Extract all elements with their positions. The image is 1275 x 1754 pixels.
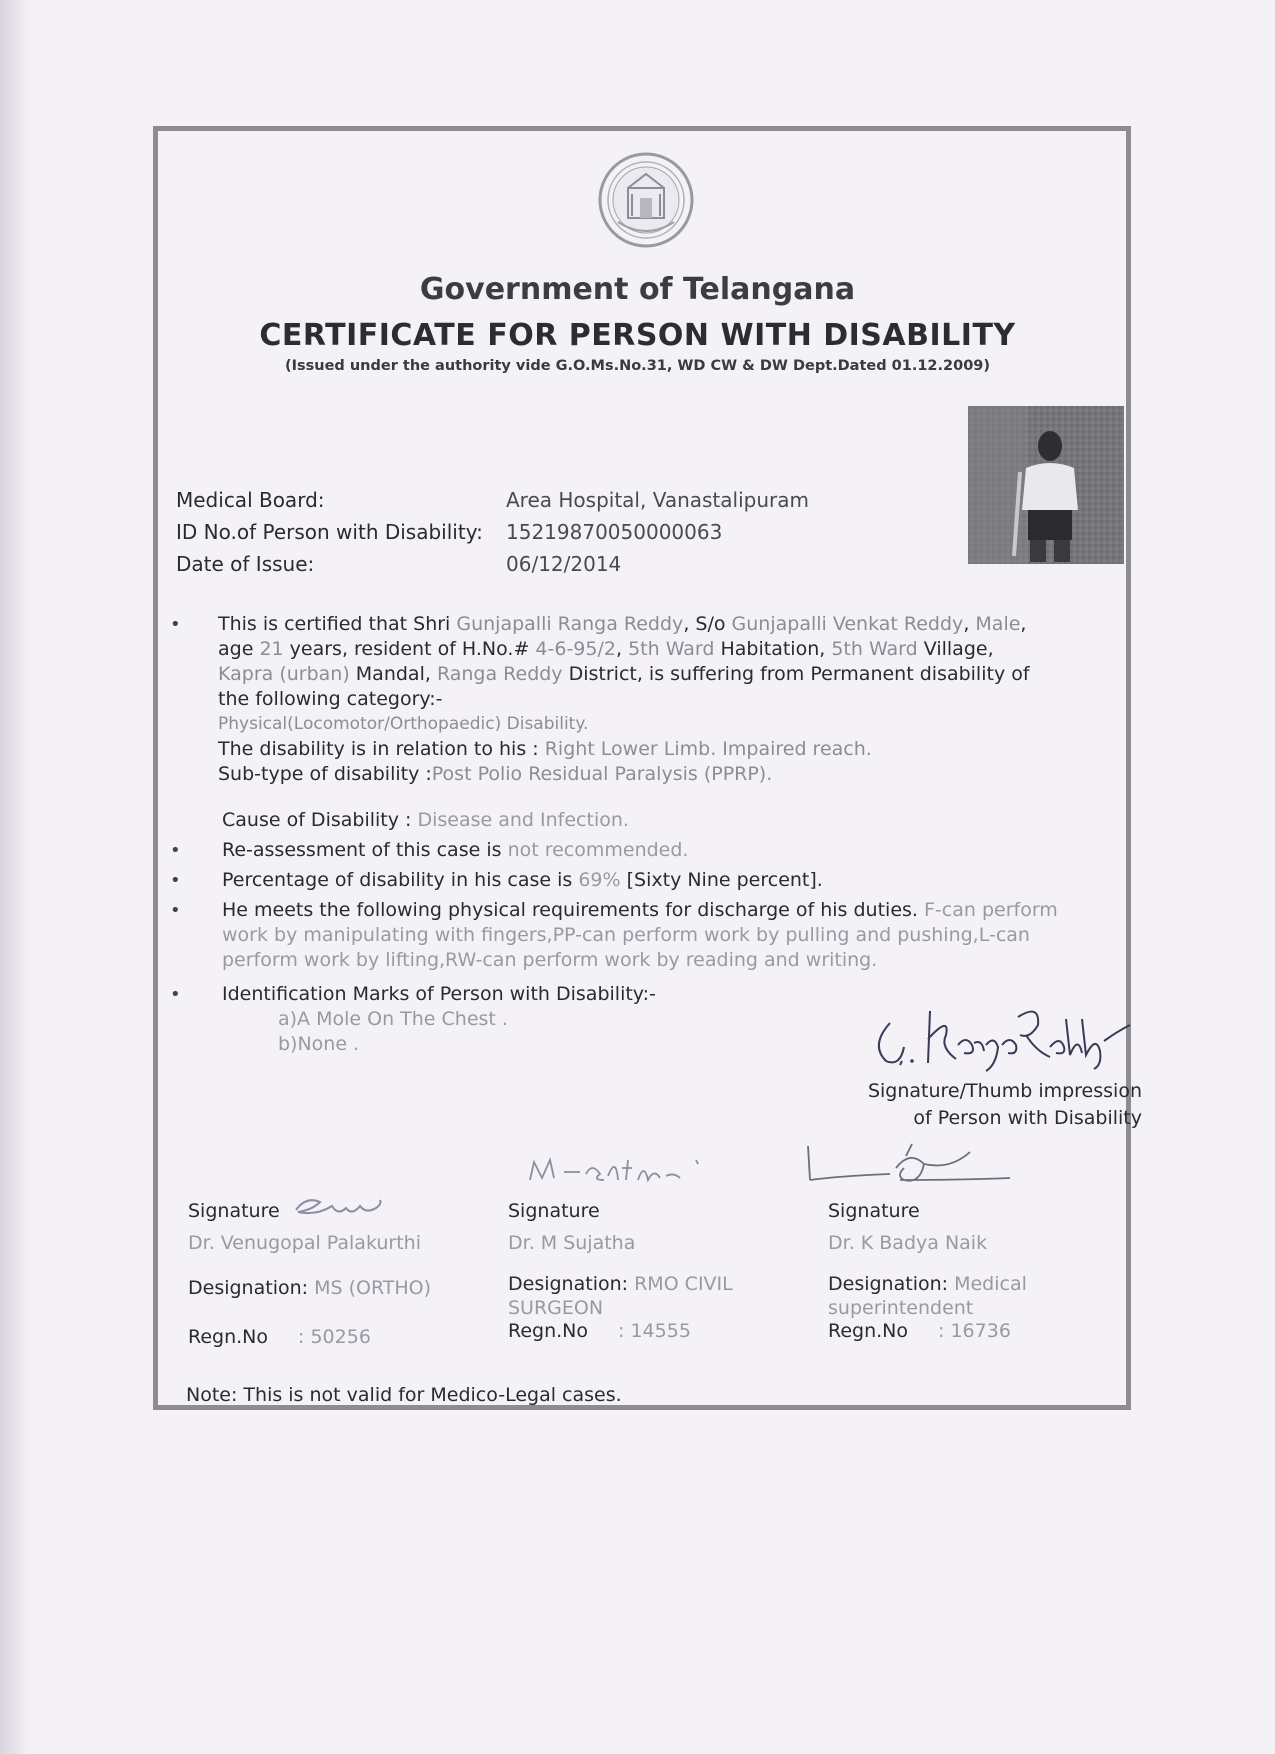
mandal: Kapra (urban) — [218, 663, 350, 685]
bullet-icon: • — [170, 614, 181, 635]
cert-text: , — [1020, 613, 1027, 635]
reassess-value: not recommended. — [507, 839, 689, 861]
cert-text: age — [218, 638, 260, 660]
medical-board-label: Medical Board: — [176, 488, 325, 512]
authority-subtitle: (Issued under the authority vide G.O.Ms.No.31, WD CW & DW Dept.Dated 01.12.2009) — [284, 358, 991, 374]
percent-words: [Sixty Nine percent]. — [620, 869, 823, 891]
relation-value: Right Lower Limb. Impaired reach. — [544, 738, 872, 760]
cert-text: Mandal, — [349, 663, 437, 685]
percent-value: 69% — [578, 869, 621, 891]
habitation: 5th Ward — [628, 638, 715, 660]
applicant-photo — [968, 406, 1124, 564]
doctor-3-signature — [800, 1140, 1030, 1194]
id-value: 15219870050000063 — [506, 520, 723, 544]
page-edge-shadow — [0, 0, 30, 1754]
legal-note: Note: This is not valid for Medico-Legal cases. — [186, 1384, 622, 1406]
regn-label: Regn.No — [188, 1326, 269, 1348]
designation-value: MS (ORTHO) — [314, 1277, 432, 1299]
cert-text: , — [963, 613, 976, 635]
reassessment-line — [222, 838, 1122, 863]
signature-label: Signature — [188, 1200, 280, 1222]
cert-line-3 — [218, 662, 1118, 687]
cause-label: Cause of Disability : — [222, 809, 418, 831]
cert-text: This is certified that Shri — [218, 613, 457, 635]
mark-b: b)None . — [278, 1033, 360, 1055]
doctor-name: Dr. K Badya Naik — [828, 1232, 988, 1254]
certification-paragraph — [218, 612, 1118, 787]
cert-line-1 — [218, 612, 1118, 637]
designation-value: Medical superintendent — [828, 1273, 1027, 1319]
registration — [828, 1320, 1011, 1342]
regn-label: Regn.No — [828, 1320, 909, 1342]
percent-label: Percentage of disability in his case is — [222, 869, 579, 891]
subtype-value: Post Polio Residual Paralysis (PPRP). — [431, 763, 773, 785]
doctor-name: Dr. M Sujatha — [508, 1232, 636, 1254]
reassess-label: Re-assessment of this case is — [222, 839, 508, 861]
designation — [188, 1276, 488, 1300]
disability-category: Physical(Locomotor/Orthopaedic) Disability. — [218, 714, 589, 734]
certificate-title: CERTIFICATE FOR PERSON WITH DISABILITY — [259, 318, 1016, 353]
caption-line-2: of Person with Disability — [913, 1107, 1142, 1129]
subtype-label: Sub-type of disability : — [218, 763, 432, 785]
cert-text: years, resident of H.No.# — [283, 638, 536, 660]
requirements-line-3: perform work by lifting,RW-can perform work by reading and writing. — [222, 949, 878, 971]
caption-line-1: Signature/Thumb impression — [867, 1080, 1142, 1102]
cert-text: Village, — [917, 638, 994, 660]
cert-line-2 — [218, 637, 1118, 662]
house-number: 4-6-95/2 — [535, 638, 616, 660]
marks-label: Identification Marks of Person with Disability:- — [222, 983, 656, 1005]
designation — [508, 1272, 808, 1320]
designation-label: Designation: — [508, 1273, 635, 1295]
government-title: Government of Telangana — [419, 272, 856, 307]
id-label: ID No.of Person with Disability: — [176, 520, 483, 544]
cause-value: Disease and Infection. — [417, 809, 629, 831]
medical-board-value: Area Hospital, Vanastalipuram — [506, 488, 809, 512]
cert-text: District, is suffering from Permanent disability of — [562, 663, 1030, 685]
village: 5th Ward — [831, 638, 918, 660]
bullet-icon: • — [170, 840, 181, 861]
bullet-icon: • — [170, 984, 181, 1005]
doctor-2-signature — [520, 1150, 720, 1194]
person-name: Gunjapalli Ranga Reddy — [456, 613, 684, 635]
designation-value: RMO CIVIL SURGEON — [508, 1273, 733, 1319]
designation-label: Designation: — [188, 1277, 315, 1299]
registration — [188, 1326, 371, 1348]
cause-line — [222, 808, 1122, 833]
doctor-1-signature — [286, 1186, 406, 1226]
requirements-line-2: work by manipulating with fingers,PP-can perform work by pulling and pushing,L-can — [222, 924, 1030, 946]
requirements-label: He meets the following physical requirements for discharge of his duties. — [222, 899, 924, 921]
cert-text: Habitation, — [714, 638, 832, 660]
requirements-line-1 — [222, 898, 1122, 923]
requirements-paragraph — [222, 898, 1122, 973]
designation-label: Designation: — [828, 1273, 955, 1295]
percentage-line — [222, 868, 1122, 893]
doctor-name: Dr. Venugopal Palakurthi — [188, 1232, 421, 1254]
cert-line-4: the following category:- — [218, 688, 443, 710]
registration — [508, 1320, 691, 1342]
father-name: Gunjapalli Venkat Reddy — [731, 613, 964, 635]
government-seal-icon — [596, 150, 696, 250]
district: Ranga Reddy — [436, 663, 563, 685]
signature-label: Signature — [828, 1200, 920, 1222]
bullet-icon: • — [170, 870, 181, 891]
requirement-text: F-can perform — [924, 899, 1058, 921]
age: 21 — [259, 638, 284, 660]
subtype-line — [218, 762, 1118, 787]
relation-label: The disability is in relation to his : — [218, 738, 545, 760]
date-of-issue-value: 06/12/2014 — [506, 552, 622, 576]
regn-value: : 50256 — [298, 1326, 371, 1348]
gender: Male — [975, 613, 1021, 635]
applicant-signature — [860, 995, 1140, 1075]
relation-line — [218, 737, 1118, 762]
bullet-icon: • — [170, 900, 181, 921]
designation — [828, 1272, 1068, 1320]
mark-a: a)A Mole On The Chest . — [278, 1008, 508, 1030]
regn-value: : 16736 — [938, 1320, 1011, 1342]
regn-label: Regn.No — [508, 1320, 589, 1342]
cert-text: , S/o — [683, 613, 732, 635]
applicant-signature-caption — [780, 1078, 1142, 1132]
signature-label: Signature — [508, 1200, 600, 1222]
cert-text: , — [615, 638, 629, 660]
date-of-issue-label: Date of Issue: — [176, 552, 315, 576]
regn-value: : 14555 — [618, 1320, 691, 1342]
